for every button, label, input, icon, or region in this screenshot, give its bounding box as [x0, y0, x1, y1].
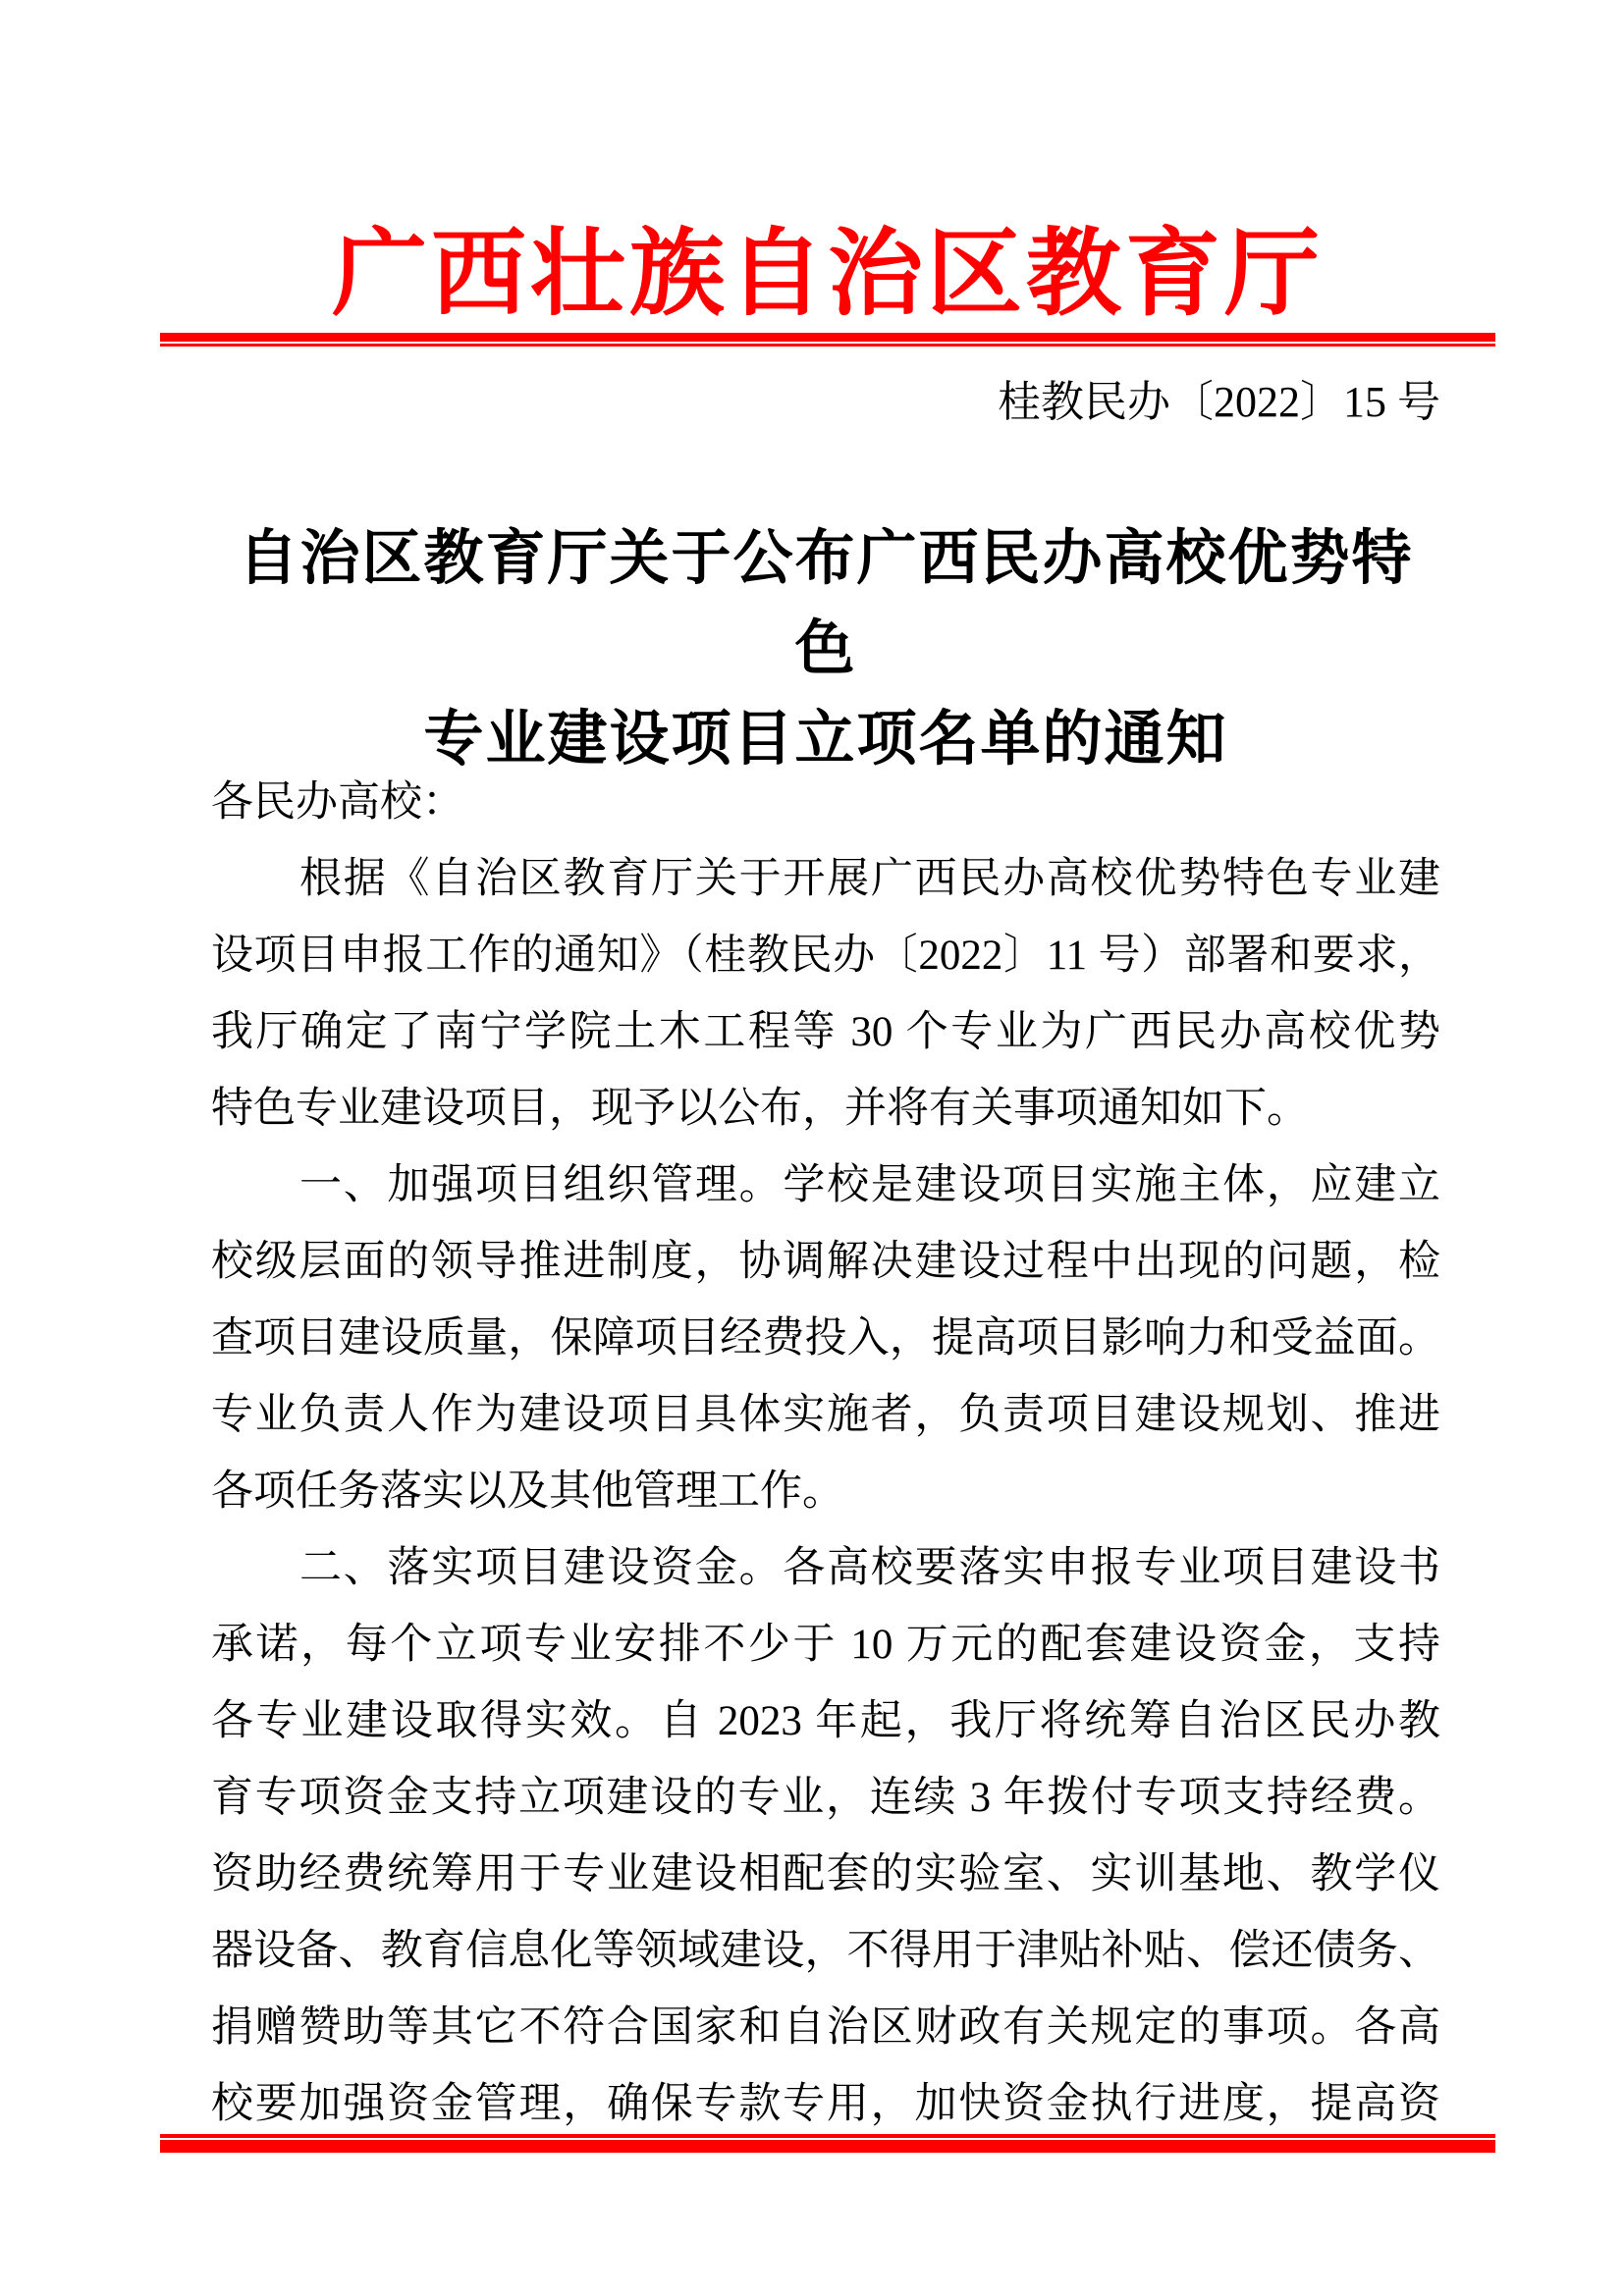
org-header-title: 广西壮族自治区教育厅 — [332, 222, 1324, 327]
body-line: 各项任务落实以及其他管理工作。 — [211, 1468, 844, 1515]
doc-number: 桂教民办〔2022〕15 号 — [998, 378, 1440, 426]
body-line: 捐赠赞助等其它不符合国家和自治区财政有关规定的事项。各高 — [211, 2004, 1440, 2051]
body-line: 承诺，每个立项专业安排不少于 10 万元的配套建设资金，支持 — [211, 1622, 1440, 1668]
body-line: 查项目建设质量，保障项目经费投入，提高项目影响力和受益面。 — [211, 1315, 1440, 1362]
body-line: 我厅确定了南宁学院土木工程等 30 个专业为广西民办高校优势 — [211, 1009, 1440, 1055]
footer-divider — [160, 2134, 1495, 2153]
footer-divider-thick-bar — [160, 2140, 1495, 2153]
body-line: 各专业建设取得实效。自 2023 年起，我厅将统筹自治区民办教 — [211, 1698, 1440, 1744]
body-line: 专业负责人作为建设项目具体实施者，负责项目建设规划、推进 — [211, 1392, 1440, 1438]
body-line-salutation: 各民办高校： — [211, 779, 464, 826]
body-text — [211, 765, 1440, 2143]
header-divider-thick-bar — [160, 333, 1495, 342]
body-line: 特色专业建设项目，现予以公布，并将有关事项通知如下。 — [211, 1086, 1309, 1132]
body-line: 二、落实项目建设资金。各高校要落实申报专业项目建设书 — [299, 1545, 1440, 1591]
notice-title-line-2: 专业建设项目立项名单的通知 — [423, 707, 1228, 773]
body-line: 育专项资金支持立项建设的专业，连续 3 年拨付专项支持经费。 — [211, 1775, 1440, 1821]
body-line: 校级层面的领导推进制度，协调解决建设过程中出现的问题，检 — [211, 1239, 1440, 1285]
body-line: 资助经费统筹用于专业建设相配套的实验室、实训基地、教学仪 — [211, 1851, 1440, 1897]
notice-title — [211, 514, 1440, 785]
body-line: 器设备、教育信息化等领域建设，不得用于津贴补贴、偿还债务、 — [211, 1928, 1440, 1974]
header-divider — [160, 333, 1495, 347]
header-divider-thin-bar — [160, 344, 1495, 347]
notice-title-line-1: 自治区教育厅关于公布广西民办高校优势特色 — [238, 526, 1414, 682]
body-line: 校要加强资金管理，确保专款专用，加快资金执行进度，提高资 — [211, 2081, 1440, 2127]
body-line: 一、加强项目组织管理。学校是建设项目实施主体，应建立 — [299, 1162, 1440, 1208]
body-line: 设项目申报工作的通知》（桂教民办〔2022〕11 号）部署和要求， — [211, 933, 1440, 979]
body-line: 根据《自治区教育厅关于开展广西民办高校优势特色专业建 — [299, 856, 1440, 902]
